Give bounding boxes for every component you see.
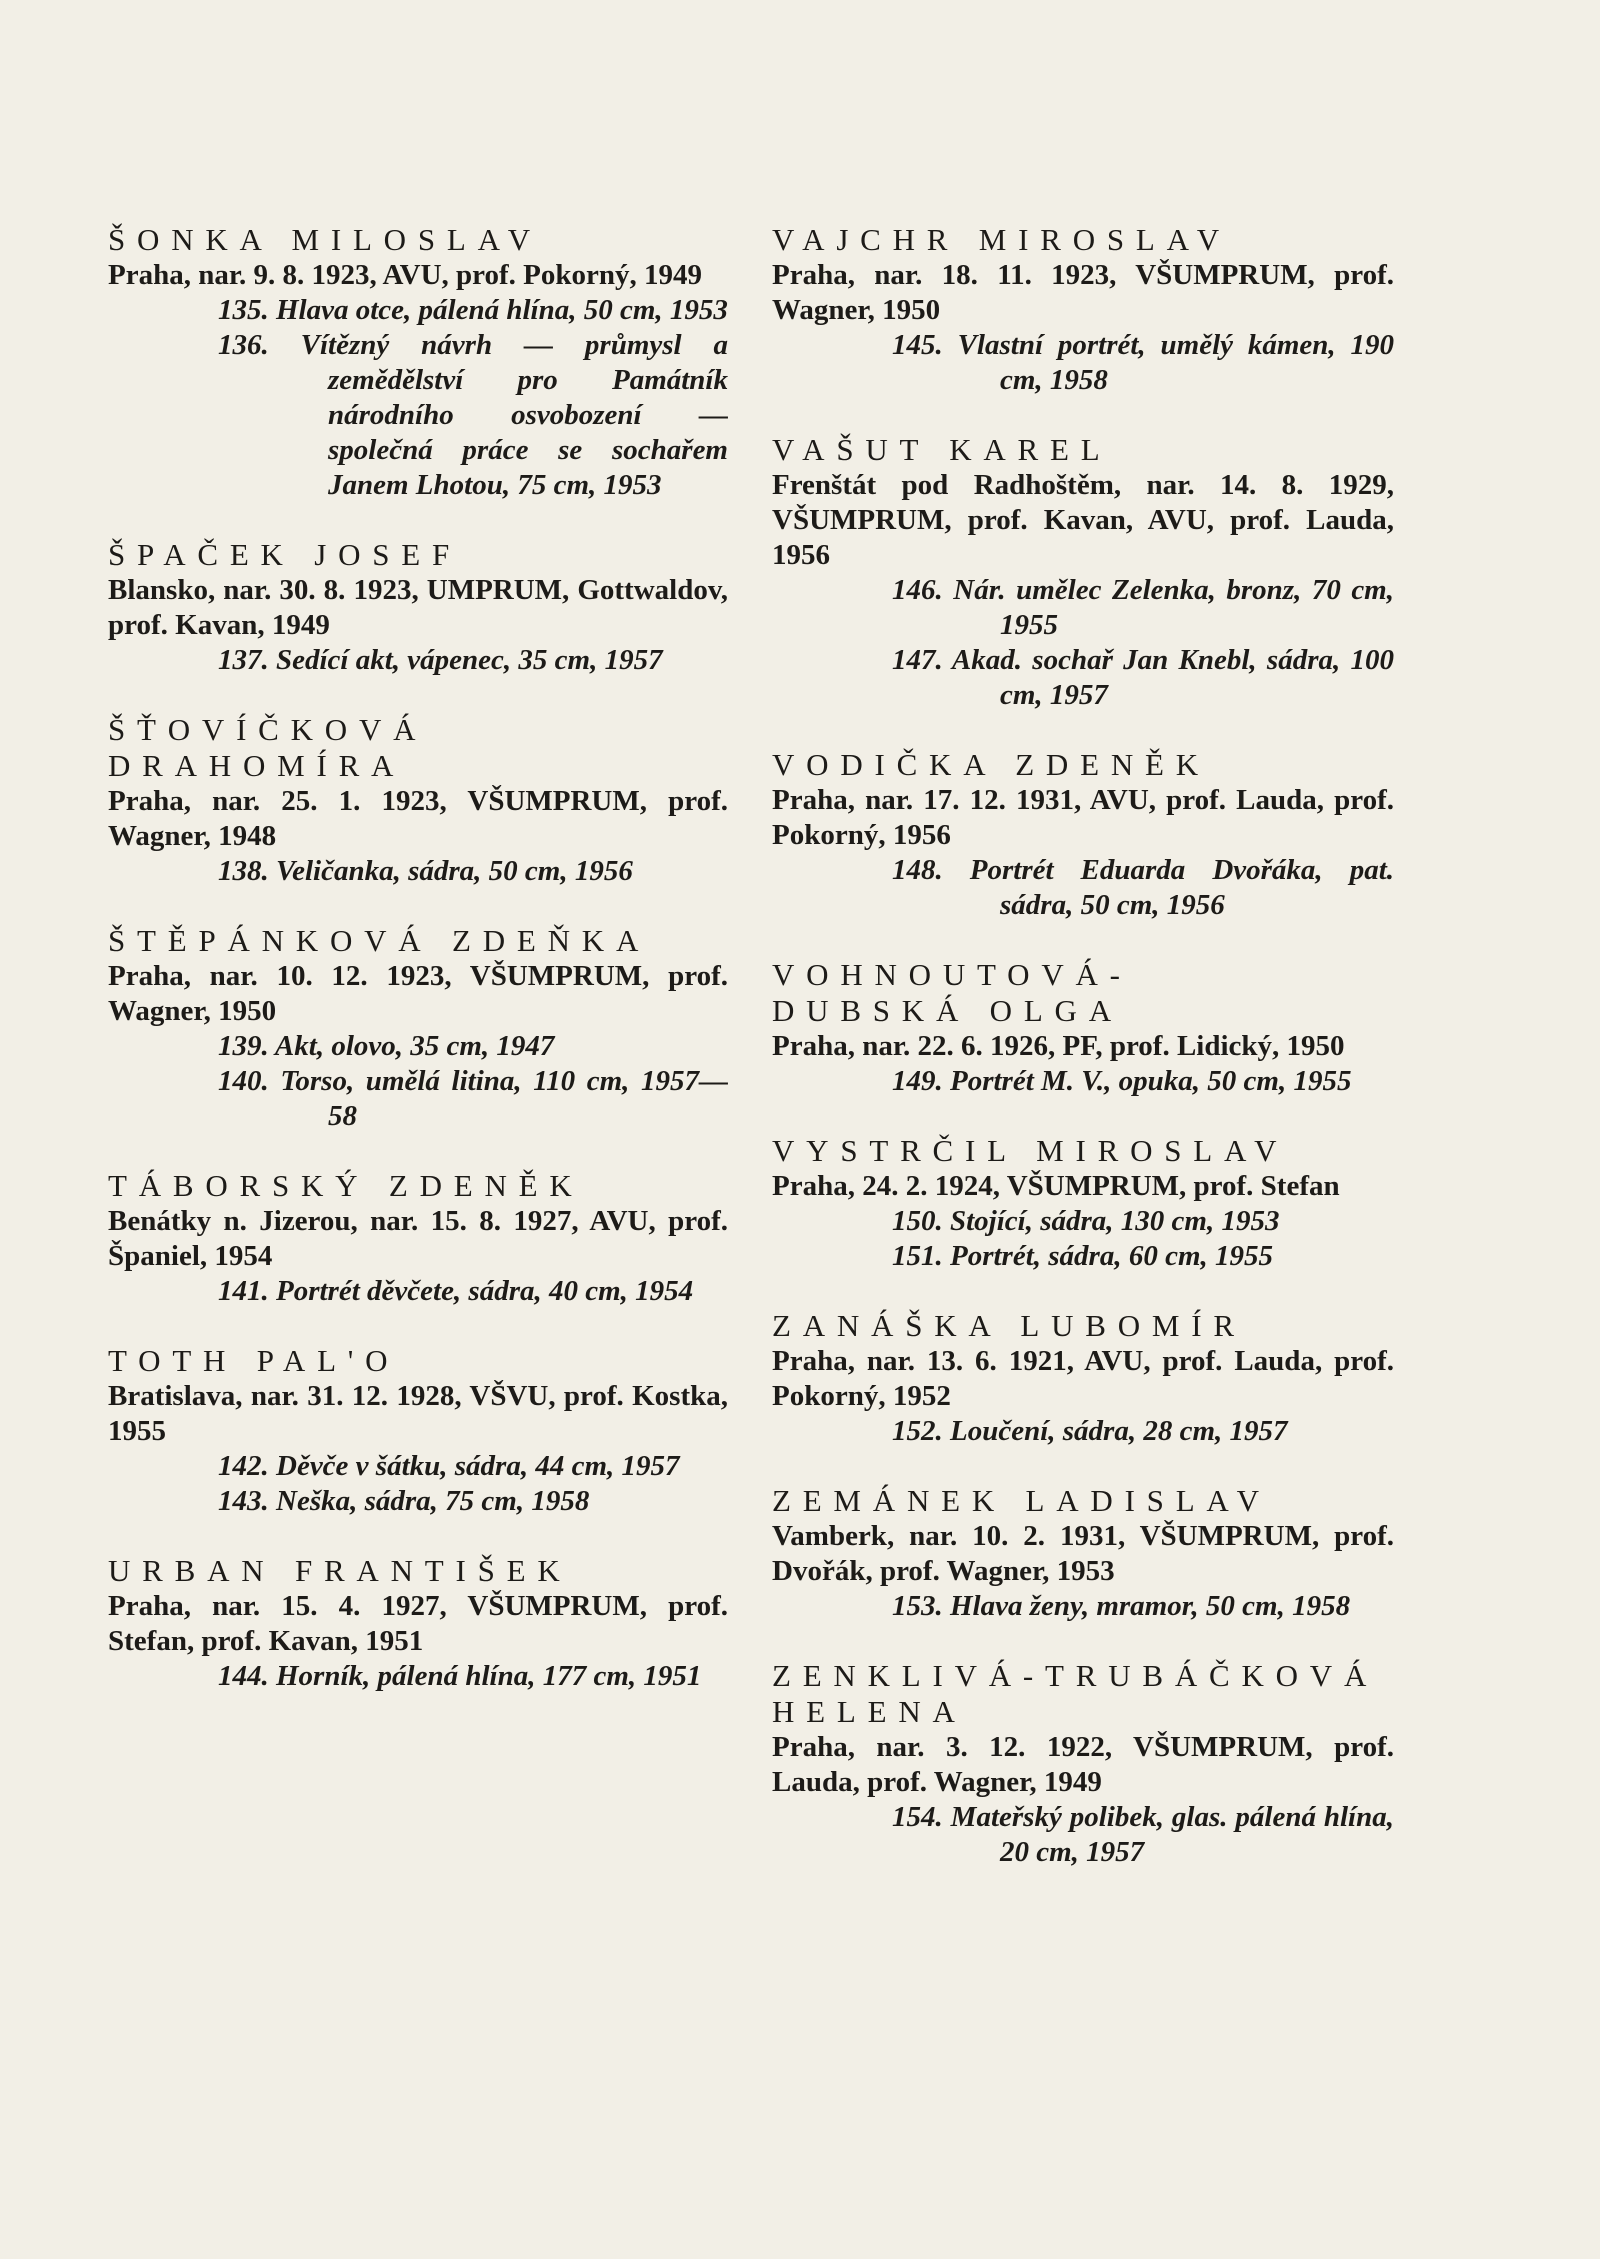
work-item: 149. Portrét M. V., opuka, 50 cm, 1955	[892, 1065, 1352, 1097]
artist-bio: Praha, nar. 13. 6. 1921, AVU, prof. Lauda, prof. Pokorný, 1952	[772, 1345, 1394, 1412]
work-item: 148. Portrét Eduarda Dvořáka, pat. sádra, 50 cm, 1956	[892, 854, 1394, 921]
work-item: 138. Veličanka, sádra, 50 cm, 1956	[218, 855, 633, 887]
artist-entry	[772, 1658, 1394, 1870]
artist-entry	[772, 957, 1394, 1099]
artist-name: ŠTĚPÁNKOVÁ ZDEŇKA	[108, 923, 651, 958]
work-item: 137. Sedící akt, vápenec, 35 cm, 1957	[218, 644, 663, 676]
artist-entry	[772, 432, 1394, 713]
artist-entry	[772, 1133, 1394, 1274]
artist-name: VYSTRČIL MIROSLAV	[772, 1133, 1289, 1168]
artist-bio: Praha, nar. 9. 8. 1923, AVU, prof. Pokorný, 1949	[108, 259, 703, 291]
artist-entry	[108, 712, 728, 889]
work-item: 153. Hlava ženy, mramor, 50 cm, 1958	[892, 1590, 1351, 1622]
artist-name: URBAN FRANTIŠEK	[108, 1553, 572, 1588]
artist-entry	[108, 222, 728, 503]
artist-entry	[772, 1308, 1394, 1449]
artist-name: VODIČKA ZDENĚK	[772, 747, 1210, 782]
work-item: 140. Torso, umělá litina, 110 cm, 1957—58	[218, 1065, 728, 1132]
artist-bio: Benátky n. Jizerou, nar. 15. 8. 1927, AVU, prof. Španiel, 1954	[108, 1205, 728, 1272]
work-item: 152. Loučení, sádra, 28 cm, 1957	[892, 1415, 1288, 1447]
artist-bio: Praha, 24. 2. 1924, VŠUMPRUM, prof. Stefan	[772, 1170, 1340, 1202]
artist-name: VAŠUT KAREL	[772, 432, 1112, 467]
work-item: 154. Mateřský polibek, glas. pálená hlína, 20 cm, 1957	[892, 1801, 1394, 1868]
artist-bio: Blansko, nar. 30. 8. 1923, UMPRUM, Gottwaldov, prof. Kavan, 1949	[108, 574, 728, 641]
artist-name: VAJCHR MIROSLAV	[772, 222, 1231, 257]
artist-entry	[772, 222, 1394, 398]
artist-entry	[108, 1553, 728, 1694]
work-item: 151. Portrét, sádra, 60 cm, 1955	[892, 1240, 1274, 1272]
artist-bio: Praha, nar. 17. 12. 1931, AVU, prof. Lauda, prof. Pokorný, 1956	[772, 784, 1394, 851]
work-item: 145. Vlastní portrét, umělý kámen, 190 cm, 1958	[892, 329, 1394, 396]
artist-name: ZEMÁNEK LADISLAV	[772, 1483, 1271, 1518]
artist-entry	[108, 1343, 728, 1519]
artist-entry	[108, 1168, 728, 1309]
work-item: 135. Hlava otce, pálená hlína, 50 cm, 1953	[218, 294, 728, 326]
work-item: 146. Nár. umělec Zelenka, bronz, 70 cm, 1955	[892, 574, 1394, 641]
artist-name: ŠONKA MILOSLAV	[108, 222, 542, 257]
artist-bio: Bratislava, nar. 31. 12. 1928, VŠVU, prof. Kostka, 1955	[108, 1380, 728, 1447]
artist-name: ZANÁŠKA LUBOMÍR	[772, 1308, 1246, 1343]
artist-bio: Praha, nar. 22. 6. 1926, PF, prof. Lidický, 1950	[772, 1030, 1345, 1062]
work-item: 147. Akad. sochař Jan Knebl, sádra, 100 cm, 1957	[892, 644, 1394, 711]
right-column	[772, 222, 1394, 1904]
work-item: 142. Děvče v šátku, sádra, 44 cm, 1957	[218, 1450, 680, 1482]
artist-bio: Praha, nar. 3. 12. 1922, VŠUMPRUM, prof. Lauda, prof. Wagner, 1949	[772, 1731, 1394, 1798]
work-item: 144. Horník, pálená hlína, 177 cm, 1951	[218, 1660, 702, 1692]
artist-name: TOTH PAL'O	[108, 1343, 400, 1378]
work-item: 143. Neška, sádra, 75 cm, 1958	[218, 1485, 590, 1517]
work-item: 139. Akt, olovo, 35 cm, 1947	[218, 1030, 555, 1062]
artist-name: ŠŤOVÍČKOVÁ DRAHOMÍRA	[108, 712, 428, 783]
artist-bio: Frenštát pod Radhoštěm, nar. 14. 8. 1929, VŠUMPRUM, prof. Kavan, AVU, prof. Lauda, 1956	[772, 469, 1394, 571]
artist-name: TÁBORSKÝ ZDENĚK	[108, 1168, 584, 1203]
left-column	[108, 222, 728, 1728]
artist-name: ŠPAČEK JOSEF	[108, 537, 462, 572]
work-item: 136. Vítězný návrh — průmysl a zemědělství pro Památník národního osvobození — společná práce se sochařem Janem Lhotou, 75 cm, 1953	[218, 329, 728, 501]
artist-bio: Praha, nar. 18. 11. 1923, VŠUMPRUM, prof. Wagner, 1950	[772, 259, 1394, 326]
artist-name: ZENKLIVÁ-TRUBÁČKOVÁ HELENA	[772, 1658, 1379, 1729]
artist-bio: Praha, nar. 25. 1. 1923, VŠUMPRUM, prof. Wagner, 1948	[108, 785, 728, 852]
artist-bio: Vamberk, nar. 10. 2. 1931, VŠUMPRUM, prof. Dvořák, prof. Wagner, 1953	[772, 1520, 1394, 1587]
artist-entry	[772, 1483, 1394, 1624]
work-item: 150. Stojící, sádra, 130 cm, 1953	[892, 1205, 1280, 1237]
artist-entry	[108, 537, 728, 678]
work-item: 141. Portrét děvčete, sádra, 40 cm, 1954	[218, 1275, 694, 1307]
artist-bio: Praha, nar. 10. 12. 1923, VŠUMPRUM, prof. Wagner, 1950	[108, 960, 728, 1027]
artist-entry	[772, 747, 1394, 923]
artist-bio: Praha, nar. 15. 4. 1927, VŠUMPRUM, prof. Stefan, prof. Kavan, 1951	[108, 1590, 728, 1657]
artist-entry	[108, 923, 728, 1134]
artist-name: VOHNOUTOVÁ- DUBSKÁ OLGA	[772, 957, 1132, 1028]
